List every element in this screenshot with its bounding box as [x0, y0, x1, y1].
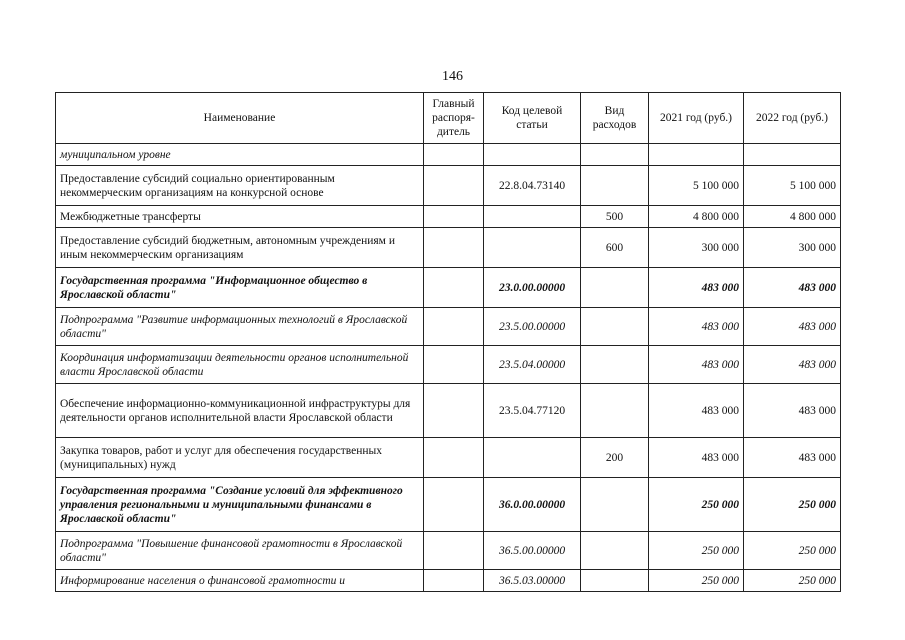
- row-2022-cell: [744, 144, 841, 166]
- table-row: [56, 570, 841, 592]
- row-name-cell: Подпрограмма "Развитие информационных технологий в Ярославской области": [56, 308, 424, 346]
- row-2022-cell: 250 000: [744, 532, 841, 570]
- row-expense-type-cell: [581, 532, 649, 570]
- row-manager-cell: [424, 308, 484, 346]
- row-name-cell: Межбюджетные трансферты: [56, 206, 424, 228]
- row-code-cell: 36.5.03.00000: [484, 570, 581, 592]
- row-code-cell: 36.0.00.00000: [484, 478, 581, 532]
- header-code: Код целевой статьи: [484, 93, 581, 144]
- row-code-cell: [484, 206, 581, 228]
- row-2021-cell: 483 000: [649, 384, 744, 438]
- row-2021-cell: 483 000: [649, 308, 744, 346]
- row-name-cell: Предоставление субсидий бюджетным, автономным учреждениям и иным некоммерческим организациям: [56, 228, 424, 268]
- table-header-row: [56, 93, 841, 144]
- table-row: [56, 206, 841, 228]
- row-name-cell: муниципальном уровне: [56, 144, 424, 166]
- table-row: [56, 268, 841, 308]
- row-2022-cell: 250 000: [744, 570, 841, 592]
- row-2021-cell: 4 800 000: [649, 206, 744, 228]
- table-row: [56, 166, 841, 206]
- row-expense-type-cell: 500: [581, 206, 649, 228]
- row-manager-cell: [424, 144, 484, 166]
- table-row: [56, 438, 841, 478]
- row-name-cell: Координация информатизации деятельности органов исполнительной власти Ярославской области: [56, 346, 424, 384]
- row-code-cell: [484, 438, 581, 478]
- table-body: [56, 144, 841, 592]
- table-row: [56, 308, 841, 346]
- row-2021-cell: 483 000: [649, 438, 744, 478]
- row-2022-cell: 5 100 000: [744, 166, 841, 206]
- table-row: [56, 144, 841, 166]
- row-manager-cell: [424, 228, 484, 268]
- header-manager: Главный распоря-дитель: [424, 93, 484, 144]
- row-expense-type-cell: [581, 166, 649, 206]
- row-2021-cell: 483 000: [649, 268, 744, 308]
- row-manager-cell: [424, 570, 484, 592]
- table-row: [56, 478, 841, 532]
- header-expense-type: Вид расходов: [581, 93, 649, 144]
- row-expense-type-cell: 200: [581, 438, 649, 478]
- row-2021-cell: 5 100 000: [649, 166, 744, 206]
- row-2021-cell: 250 000: [649, 570, 744, 592]
- row-name-cell: Информирование населения о финансовой грамотности и: [56, 570, 424, 592]
- row-2022-cell: 4 800 000: [744, 206, 841, 228]
- table-row: [56, 384, 841, 438]
- row-manager-cell: [424, 384, 484, 438]
- row-expense-type-cell: [581, 308, 649, 346]
- row-expense-type-cell: [581, 346, 649, 384]
- row-name-cell: Закупка товаров, работ и услуг для обеспечения государственных (муниципальных) нужд: [56, 438, 424, 478]
- row-2022-cell: 483 000: [744, 268, 841, 308]
- row-code-cell: 23.5.04.00000: [484, 346, 581, 384]
- row-code-cell: 36.5.00.00000: [484, 532, 581, 570]
- row-expense-type-cell: [581, 384, 649, 438]
- row-2022-cell: 483 000: [744, 438, 841, 478]
- header-2022: 2022 год (руб.): [744, 93, 841, 144]
- row-2022-cell: 483 000: [744, 384, 841, 438]
- row-2022-cell: 483 000: [744, 308, 841, 346]
- row-2022-cell: 483 000: [744, 346, 841, 384]
- row-name-cell: Обеспечение информационно-коммуникационной инфраструктуры для деятельности органов исполнительной власти Ярославской области: [56, 384, 424, 438]
- row-2021-cell: 300 000: [649, 228, 744, 268]
- row-name-cell: Подпрограмма "Повышение финансовой грамотности в Ярославской области": [56, 532, 424, 570]
- page-number: 146: [442, 69, 463, 84]
- row-name-cell: Государственная программа "Информационное общество в Ярославской области": [56, 268, 424, 308]
- table-row: [56, 532, 841, 570]
- row-manager-cell: [424, 206, 484, 228]
- row-2021-cell: 483 000: [649, 346, 744, 384]
- row-code-cell: [484, 144, 581, 166]
- row-manager-cell: [424, 438, 484, 478]
- row-expense-type-cell: 600: [581, 228, 649, 268]
- row-2022-cell: 300 000: [744, 228, 841, 268]
- row-expense-type-cell: [581, 268, 649, 308]
- row-code-cell: 23.5.04.77120: [484, 384, 581, 438]
- row-code-cell: 23.5.00.00000: [484, 308, 581, 346]
- table-row: [56, 346, 841, 384]
- header-2021: 2021 год (руб.): [649, 93, 744, 144]
- row-2021-cell: 250 000: [649, 478, 744, 532]
- row-2021-cell: 250 000: [649, 532, 744, 570]
- row-expense-type-cell: [581, 144, 649, 166]
- row-name-cell: Предоставление субсидий социально ориентированным некоммерческим организациям на конкурсной основе: [56, 166, 424, 206]
- row-name-cell: Государственная программа "Создание условий для эффективного управления региональными и муниципальными финансами в Ярославской области": [56, 478, 424, 532]
- row-expense-type-cell: [581, 478, 649, 532]
- row-manager-cell: [424, 532, 484, 570]
- row-expense-type-cell: [581, 570, 649, 592]
- row-2021-cell: [649, 144, 744, 166]
- row-code-cell: 23.0.00.00000: [484, 268, 581, 308]
- table-row: [56, 228, 841, 268]
- row-manager-cell: [424, 346, 484, 384]
- header-name: Наименование: [56, 93, 424, 144]
- row-code-cell: [484, 228, 581, 268]
- row-manager-cell: [424, 268, 484, 308]
- row-manager-cell: [424, 478, 484, 532]
- row-code-cell: 22.8.04.73140: [484, 166, 581, 206]
- row-2022-cell: 250 000: [744, 478, 841, 532]
- budget-table: [55, 92, 841, 592]
- row-manager-cell: [424, 166, 484, 206]
